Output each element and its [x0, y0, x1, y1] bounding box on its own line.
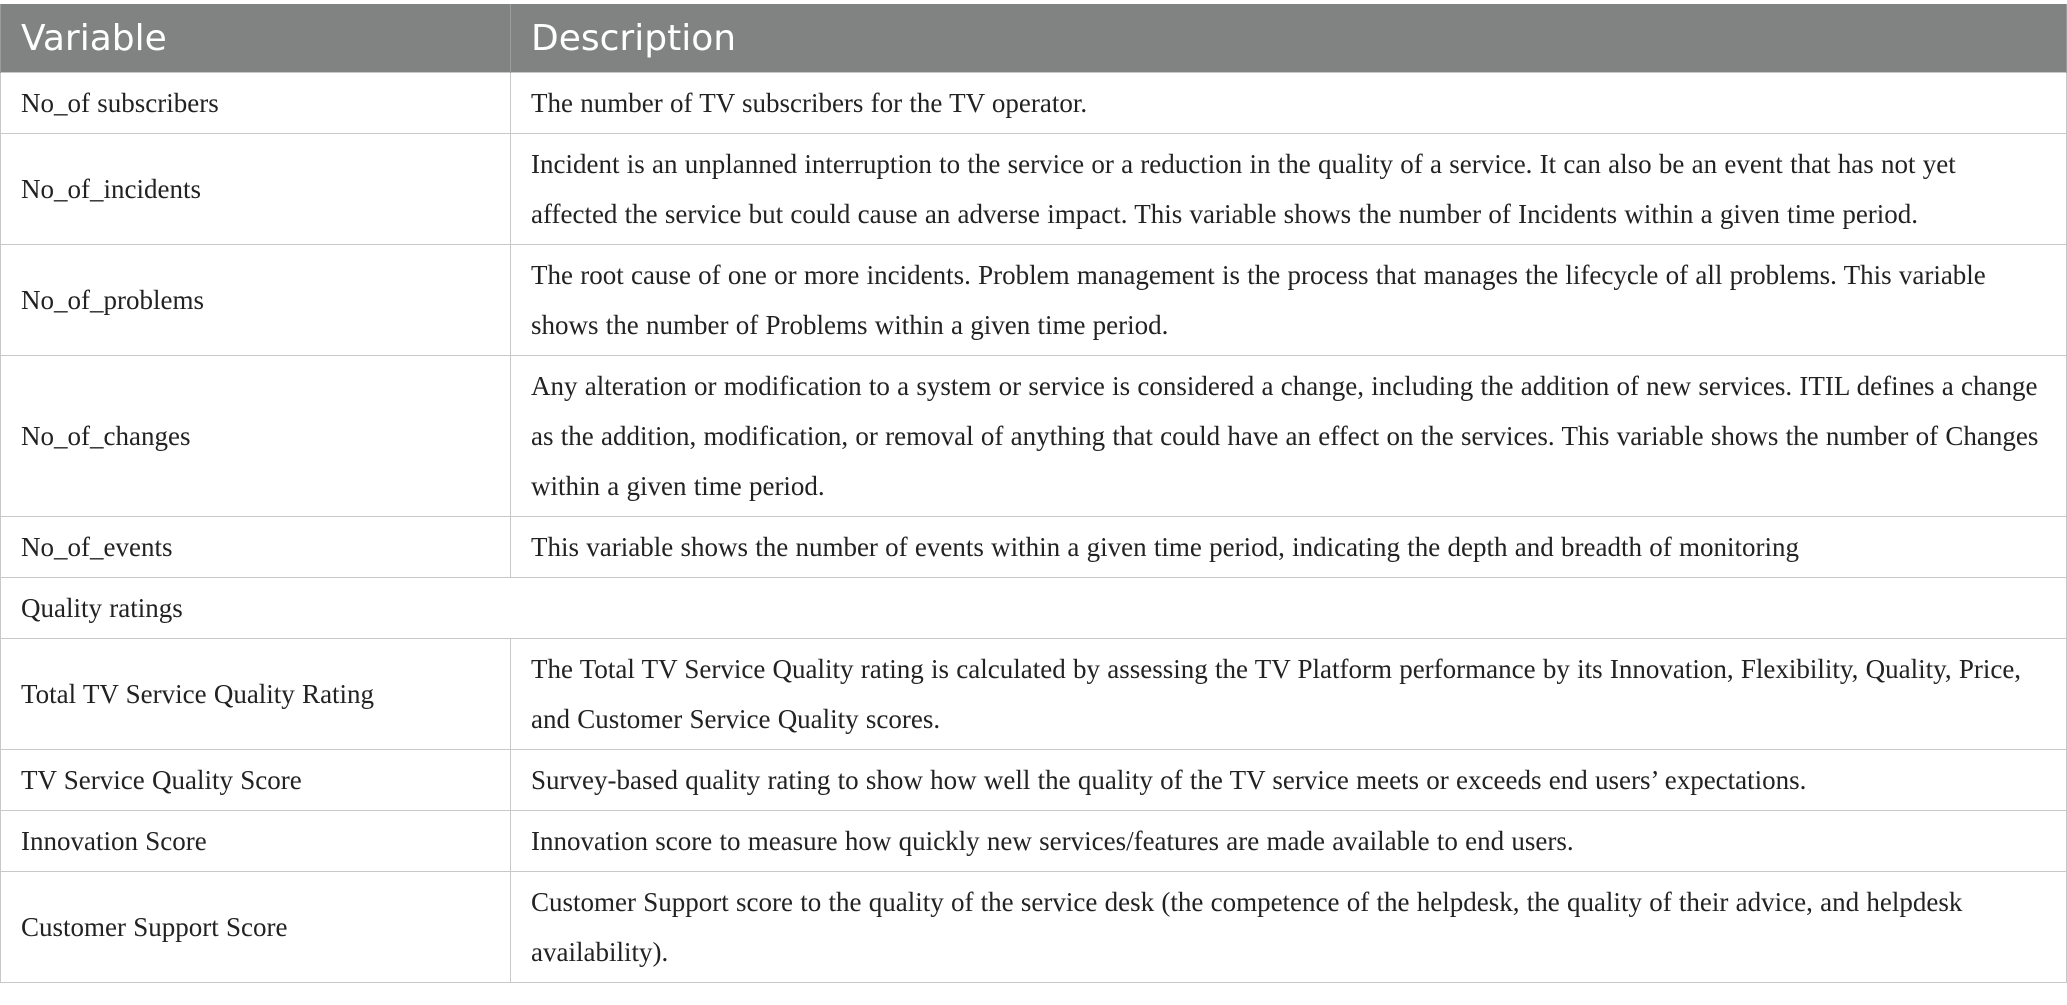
- header-row: [1, 4, 2067, 73]
- section-row: [1, 578, 2067, 639]
- column-header-description: Description: [511, 4, 2067, 73]
- column-header-variable: Variable: [1, 4, 511, 73]
- table-row: [1, 811, 2067, 872]
- variables-table: [0, 4, 2067, 983]
- variable-cell: No_of_events: [1, 517, 511, 578]
- table-row: [1, 73, 2067, 134]
- table-body: [1, 73, 2067, 983]
- section-heading-cell: Quality ratings: [1, 578, 2067, 639]
- table-row: [1, 872, 2067, 983]
- description-cell: The root cause of one or more incidents. Problem management is the process that manages the lifecycle of all problems. This variable shows the number of Problems within a given time period.: [511, 245, 2067, 356]
- variable-cell: No_of_problems: [1, 245, 511, 356]
- description-cell: Customer Support score to the quality of the service desk (the competence of the helpdesk, the quality of their advice, and helpdesk availability).: [511, 872, 2067, 983]
- description-cell: This variable shows the number of events within a given time period, indicating the depth and breadth of monitoring: [511, 517, 2067, 578]
- description-cell: Incident is an unplanned interruption to the service or a reduction in the quality of a service. It can also be an event that has not yet affected the service but could cause an adverse impact. This variable shows the number of Incidents within a given time period.: [511, 134, 2067, 245]
- table-row: [1, 134, 2067, 245]
- table-row: [1, 639, 2067, 750]
- variable-cell: TV Service Quality Score: [1, 750, 511, 811]
- table-row: [1, 356, 2067, 517]
- description-cell: Any alteration or modification to a system or service is considered a change, including the addition of new services. ITIL defines a change as the addition, modification, or removal of anything that could have an effect on the services. This variable shows the number of Changes within a given time period.: [511, 356, 2067, 517]
- variables-table-container: [0, 4, 2066, 983]
- variable-cell: Customer Support Score: [1, 872, 511, 983]
- description-cell: Innovation score to measure how quickly new services/features are made available to end users.: [511, 811, 2067, 872]
- variable-cell: No_of_incidents: [1, 134, 511, 245]
- description-cell: The number of TV subscribers for the TV operator.: [511, 73, 2067, 134]
- table-header: [1, 4, 2067, 73]
- table-row: [1, 517, 2067, 578]
- variable-cell: Total TV Service Quality Rating: [1, 639, 511, 750]
- table-row: [1, 245, 2067, 356]
- description-cell: The Total TV Service Quality rating is calculated by assessing the TV Platform performance by its Innovation, Flexibility, Quality, Price, and Customer Service Quality scores.: [511, 639, 2067, 750]
- variable-cell: No_of_changes: [1, 356, 511, 517]
- table-row: [1, 750, 2067, 811]
- description-cell: Survey-based quality rating to show how well the quality of the TV service meets or exceeds end users’ expectations.: [511, 750, 2067, 811]
- variable-cell: No_of subscribers: [1, 73, 511, 134]
- variable-cell: Innovation Score: [1, 811, 511, 872]
